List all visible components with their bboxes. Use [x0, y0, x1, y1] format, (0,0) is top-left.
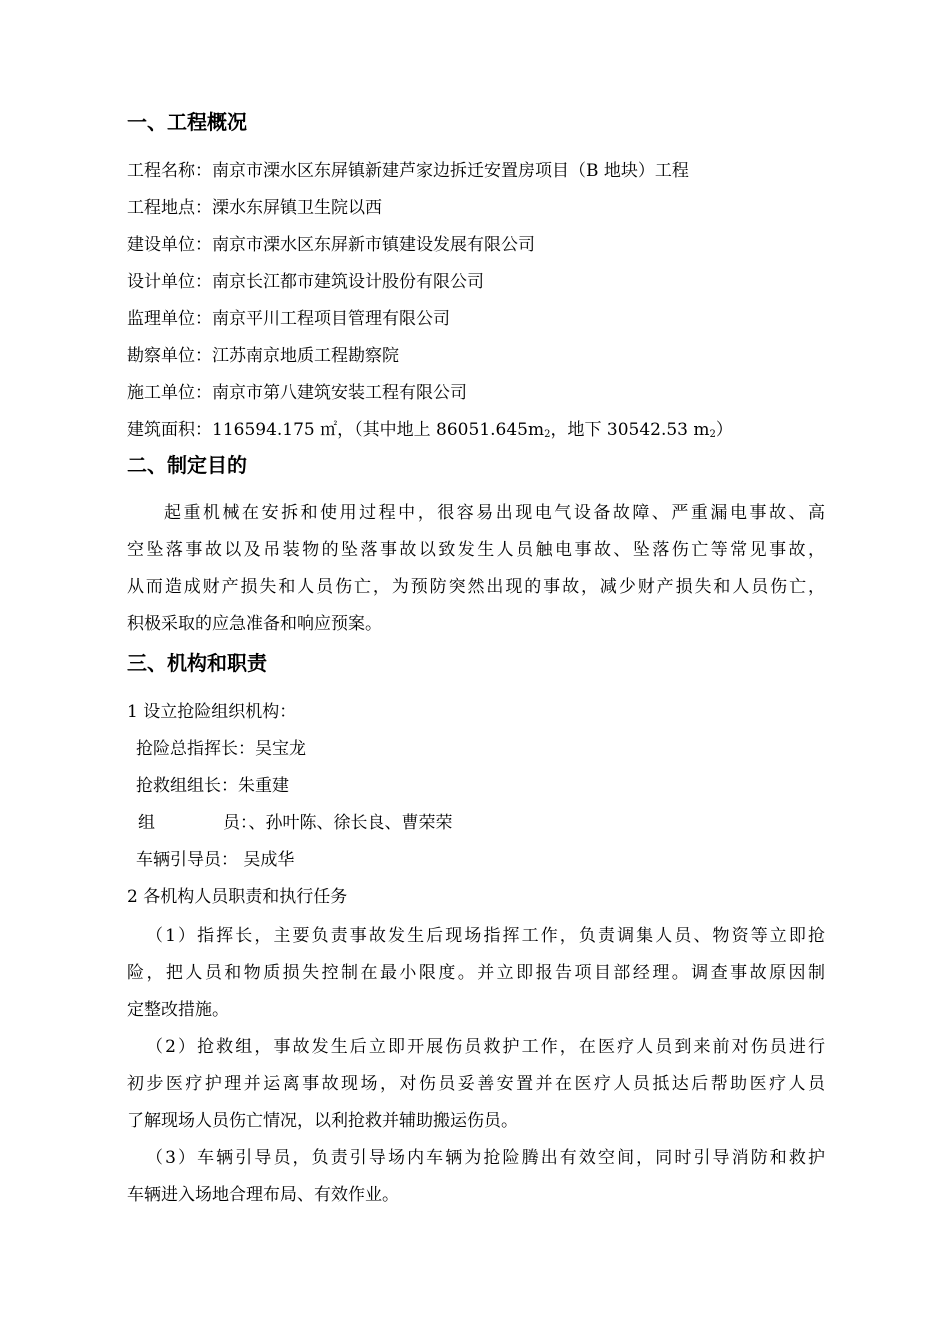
building-area-main: 建筑面积：116594.175 ㎡，（其中地上 86051.645m — [127, 420, 545, 440]
purpose-line: 起重机械在安拆和使用过程中，很容易出现电气设备故障、严重漏电事故、高 — [164, 503, 825, 523]
project-name: 工程名称：南京市溧水区东屏镇新建芦家边拆迁安置房项目（B 地块）工程 — [127, 161, 689, 181]
duty-rescue-line: 了解现场人员伤亡情况，以利抢救并辅助搬运伤员。 — [127, 1111, 518, 1131]
building-area — [127, 419, 733, 446]
duty-commander-line: 定整改措施。 — [127, 1000, 229, 1020]
org-subheading-2: 2 各机构人员职责和执行任务 — [127, 887, 348, 907]
rescue-leader: 抢救组组长：朱重建 — [136, 776, 289, 796]
org-subheading-1: 1 设立抢险组织机构： — [127, 702, 297, 722]
superscript-2: 2 — [544, 429, 551, 440]
superscript-2: 2 — [709, 429, 716, 440]
duty-commander-line: 险，把人员和物质损失控制在最小限度。并立即报告项目部经理。调查事故原因制 — [127, 963, 825, 983]
duty-guide-line: 车辆进入场地合理布局、有效作业。 — [127, 1185, 399, 1205]
building-area-close: ） — [715, 420, 733, 440]
project-location: 工程地点：溧水东屏镇卫生院以西 — [127, 198, 382, 218]
section-heading-overview: 一、工程概况 — [127, 110, 247, 134]
construction-unit: 施工单位：南京市第八建筑安装工程有限公司 — [127, 383, 467, 403]
vehicle-guide: 车辆引导员： 吴成华 — [136, 850, 295, 870]
purpose-line: 积极采取的应急准备和响应预案。 — [127, 614, 382, 634]
purpose-line: 从而造成财产损失和人员伤亡，为预防突然出现的事故，减少财产损失和人员伤亡， — [127, 577, 825, 597]
duty-rescue-line: （2）抢救组，事故发生后立即开展伤员救护工作，在医疗人员到来前对伤员进行 — [146, 1037, 825, 1057]
duty-commander-line: （1）指挥长，主要负责事故发生后现场指挥工作，负责调集人员、物资等立即抢 — [146, 926, 825, 946]
building-area-underground: ，地下 30542.53 m — [550, 420, 710, 440]
survey-unit: 勘察单位：江苏南京地质工程勘察院 — [127, 346, 399, 366]
members-value: 员：、孙叶陈、徐长良、曹荣荣 — [223, 813, 453, 833]
duty-guide-line: （3）车辆引导员，负责引导场内车辆为抢险腾出有效空间，同时引导消防和救护 — [146, 1148, 825, 1168]
builder-unit: 建设单位：南京市溧水区东屏新市镇建设发展有限公司 — [127, 235, 535, 255]
section-heading-organization: 三、机构和职责 — [127, 651, 267, 675]
design-unit: 设计单位：南京长江都市建筑设计股份有限公司 — [127, 272, 484, 292]
supervision-unit: 监理单位：南京平川工程项目管理有限公司 — [127, 309, 450, 329]
commander: 抢险总指挥长：吴宝龙 — [136, 739, 306, 759]
purpose-line: 空坠落事故以及吊装物的坠落事故以致发生人员触电事故、坠落伤亡等常见事故， — [127, 540, 825, 560]
members-label: 组 — [138, 813, 155, 833]
section-heading-purpose: 二、制定目的 — [127, 453, 247, 477]
duty-rescue-line: 初步医疗护理并运离事故现场，对伤员妥善安置并在医疗人员抵达后帮助医疗人员 — [127, 1074, 825, 1094]
